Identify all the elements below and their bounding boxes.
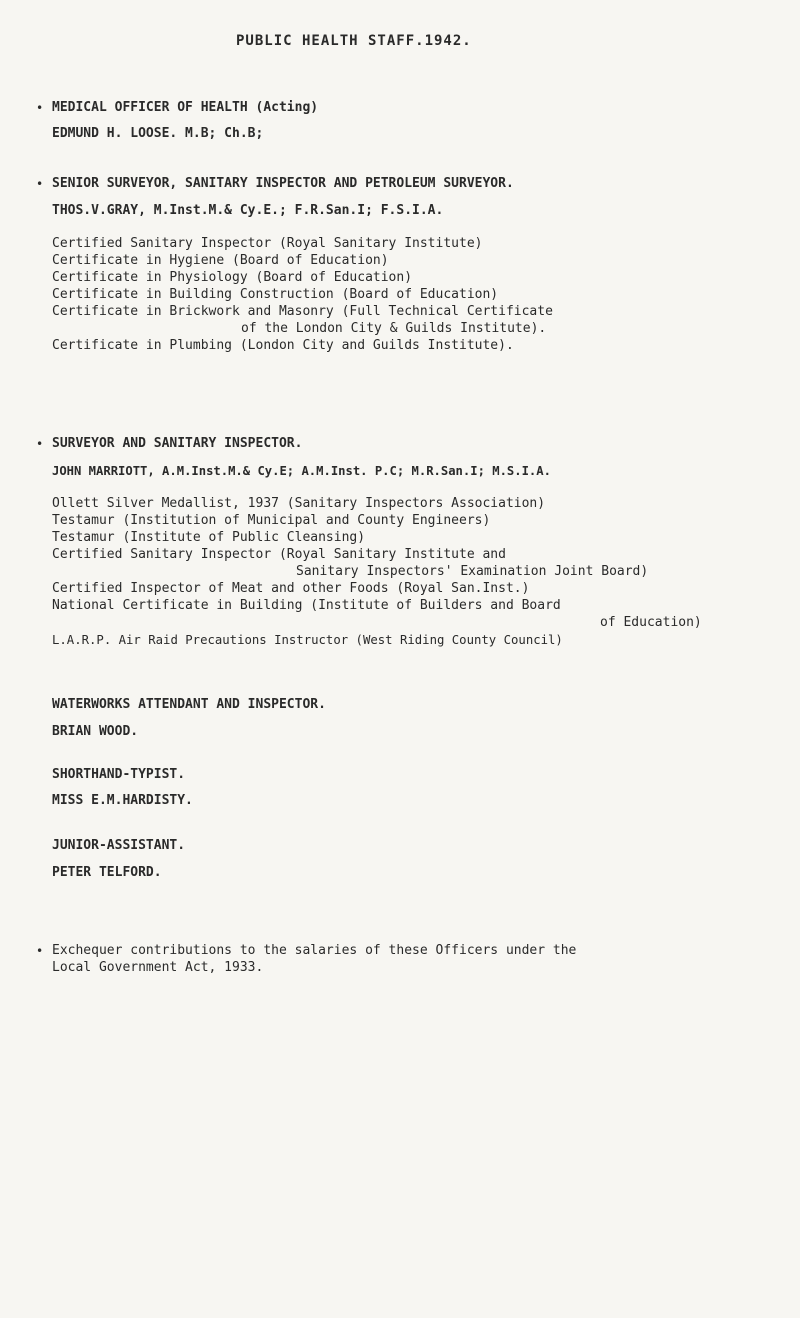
junior-heading: JUNIOR-ASSISTANT.: [52, 838, 186, 853]
senior-surveyor-name: THOS.V.GRAY, M.Inst.M.& Cy.E.; F.R.San.I; F.S.I.A.: [52, 203, 444, 218]
cert-line: of Education): [600, 615, 702, 630]
shorthand-heading: SHORTHAND-TYPIST.: [52, 767, 186, 782]
footnote-line: Exchequer contributions to the salaries of these Officers under the: [52, 943, 577, 958]
medical-officer-name: EDMUND H. LOOSE. M.B; Ch.B;: [52, 126, 264, 141]
footnote-line: Local Government Act, 1933.: [52, 960, 264, 975]
cert-line: Certificate in Hygiene (Board of Education): [52, 253, 389, 268]
waterworks-name: BRIAN WOOD.: [52, 724, 139, 739]
cert-line: Certificate in Building Construction (Board of Education): [52, 287, 499, 302]
bullet: •: [36, 944, 44, 958]
cert-line: Certificate in Brickwork and Masonry (Full Technical Certificate: [52, 304, 553, 319]
cert-line: of the London City & Guilds Institute).: [241, 321, 547, 336]
page-title: PUBLIC HEALTH STAFF.1942.: [236, 33, 472, 49]
cert-line: Certified Inspector of Meat and other Foods (Royal San.Inst.): [52, 581, 530, 596]
bullet: •: [36, 101, 44, 115]
surveyor-name: JOHN MARRIOTT, A.M.Inst.M.& Cy.E; A.M.Inst. P.C; M.R.San.I; M.S.I.A.: [52, 464, 551, 478]
cert-line: Testamur (Institute of Public Cleansing): [52, 530, 366, 545]
medical-officer-heading: MEDICAL OFFICER OF HEALTH (Acting): [52, 100, 319, 115]
senior-surveyor-heading: SENIOR SURVEYOR, SANITARY INSPECTOR AND PETROLEUM SURVEYOR.: [52, 176, 514, 191]
cert-line: Certified Sanitary Inspector (Royal Sanitary Institute): [52, 236, 483, 251]
waterworks-heading: WATERWORKS ATTENDANT AND INSPECTOR.: [52, 697, 326, 712]
shorthand-name: MISS E.M.HARDISTY.: [52, 793, 193, 808]
surveyor-heading: SURVEYOR AND SANITARY INSPECTOR.: [52, 436, 303, 451]
bullet: •: [36, 437, 44, 451]
junior-name: PETER TELFORD.: [52, 865, 162, 880]
cert-line: Certificate in Plumbing (London City and Guilds Institute).: [52, 338, 514, 353]
cert-line: National Certificate in Building (Institute of Builders and Board: [52, 598, 561, 613]
cert-line: Sanitary Inspectors' Examination Joint Board): [296, 564, 649, 579]
cert-line: Ollett Silver Medallist, 1937 (Sanitary Inspectors Association): [52, 496, 546, 511]
cert-line: Certified Sanitary Inspector (Royal Sanitary Institute and: [52, 547, 506, 562]
bullet: •: [36, 177, 44, 191]
cert-line: L.A.R.P. Air Raid Precautions Instructor (West Riding County Council): [52, 633, 563, 647]
cert-line: Certificate in Physiology (Board of Education): [52, 270, 413, 285]
cert-line: Testamur (Institution of Municipal and County Engineers): [52, 513, 491, 528]
